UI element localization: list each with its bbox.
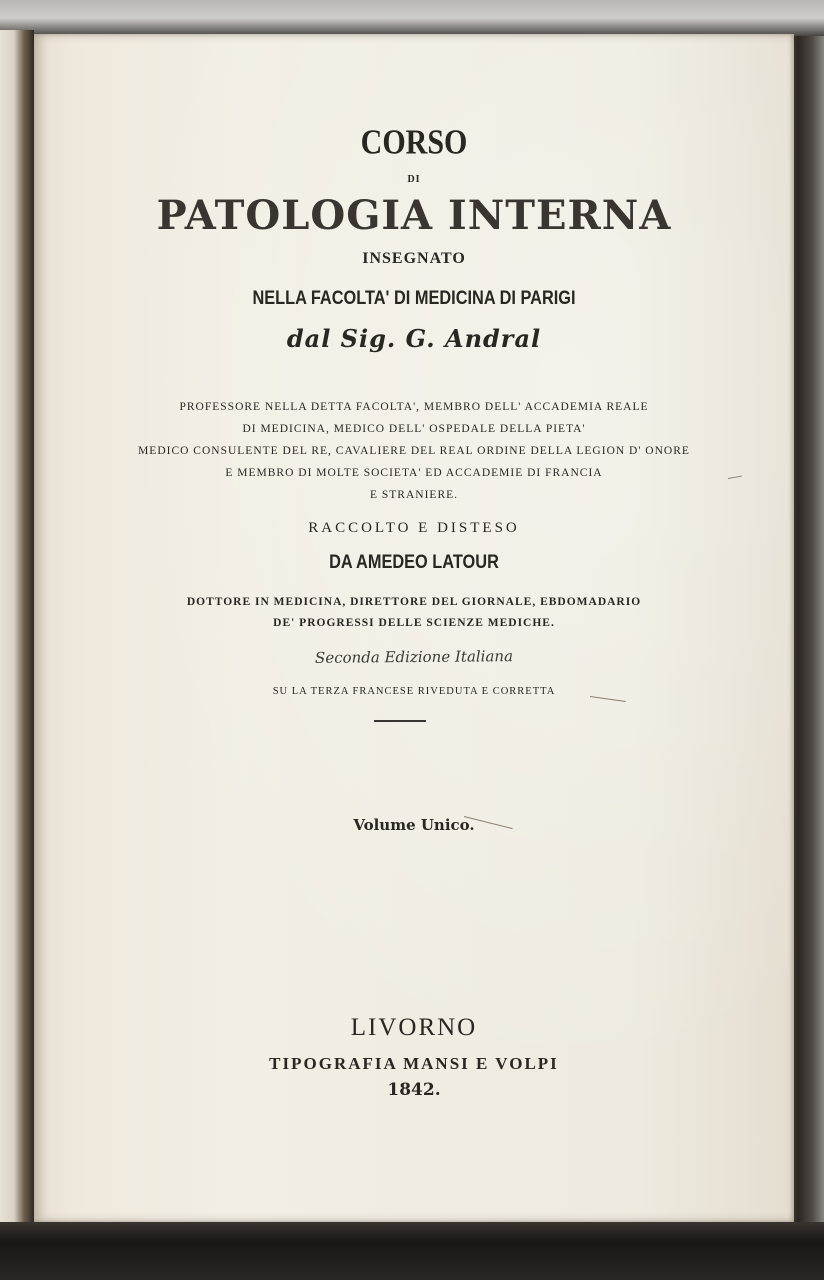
insegnato-line: INSEGNATO (362, 250, 466, 267)
divider-rule (374, 720, 426, 722)
title-page (34, 34, 794, 1222)
edition-note: SU LA TERZA FRANCESE RIVEDUTA E CORRETTA (272, 686, 556, 697)
editor-name: DA AMEDEO LATOUR (329, 552, 499, 573)
heading-di: DI (407, 174, 421, 185)
author-name: dal Sig. G. Andral (286, 324, 542, 353)
editor-credentials-line: DE' PROGRESSI DELLE SCIENZE MEDICHE. (273, 617, 555, 629)
faculty-line: NELLA FACOLTA' DI MEDICINA DI PARIGI (252, 288, 576, 309)
imprint-publisher: TIPOGRAFIA MANSI E VOLPI (269, 1054, 559, 1073)
imprint-city: LIVORNO (350, 1014, 478, 1041)
author-credentials-line: PROFESSORE NELLA DETTA FACOLTA', MEMBRO DELL' ACCADEMIA REALE (179, 401, 649, 413)
book-bottom-edge (0, 1222, 824, 1280)
author-credentials-line: E MEMBRO DI MOLTE SOCIETA' ED ACCADEMIE DI FRANCIA (225, 467, 603, 479)
edition-line: Seconda Edizione Italiana (314, 647, 514, 667)
author-credentials-line: DI MEDICINA, MEDICO DELL' OSPEDALE DELLA PIETA' (242, 423, 586, 435)
imprint-year: 1842. (387, 1080, 441, 1100)
author-credentials-line: E STRANIERE. (369, 489, 459, 501)
volume-label: Volume Unico. (353, 816, 475, 834)
editor-credentials-line: DOTTORE IN MEDICINA, DIRETTORE DEL GIORNALE, EBDOMADARIO (186, 596, 642, 608)
book-binding-right (790, 36, 824, 1246)
book-binding-left (0, 30, 34, 1230)
main-title: PATOLOGIA INTERNA (156, 192, 672, 239)
collected-by-line: RACCOLTO E DISTESO (308, 520, 520, 536)
author-credentials-line: MEDICO CONSULENTE DEL RE, CAVALIERE DEL REAL ORDINE DELLA LEGION D' ONORE (138, 445, 690, 457)
heading-corso: CORSO (360, 123, 468, 162)
